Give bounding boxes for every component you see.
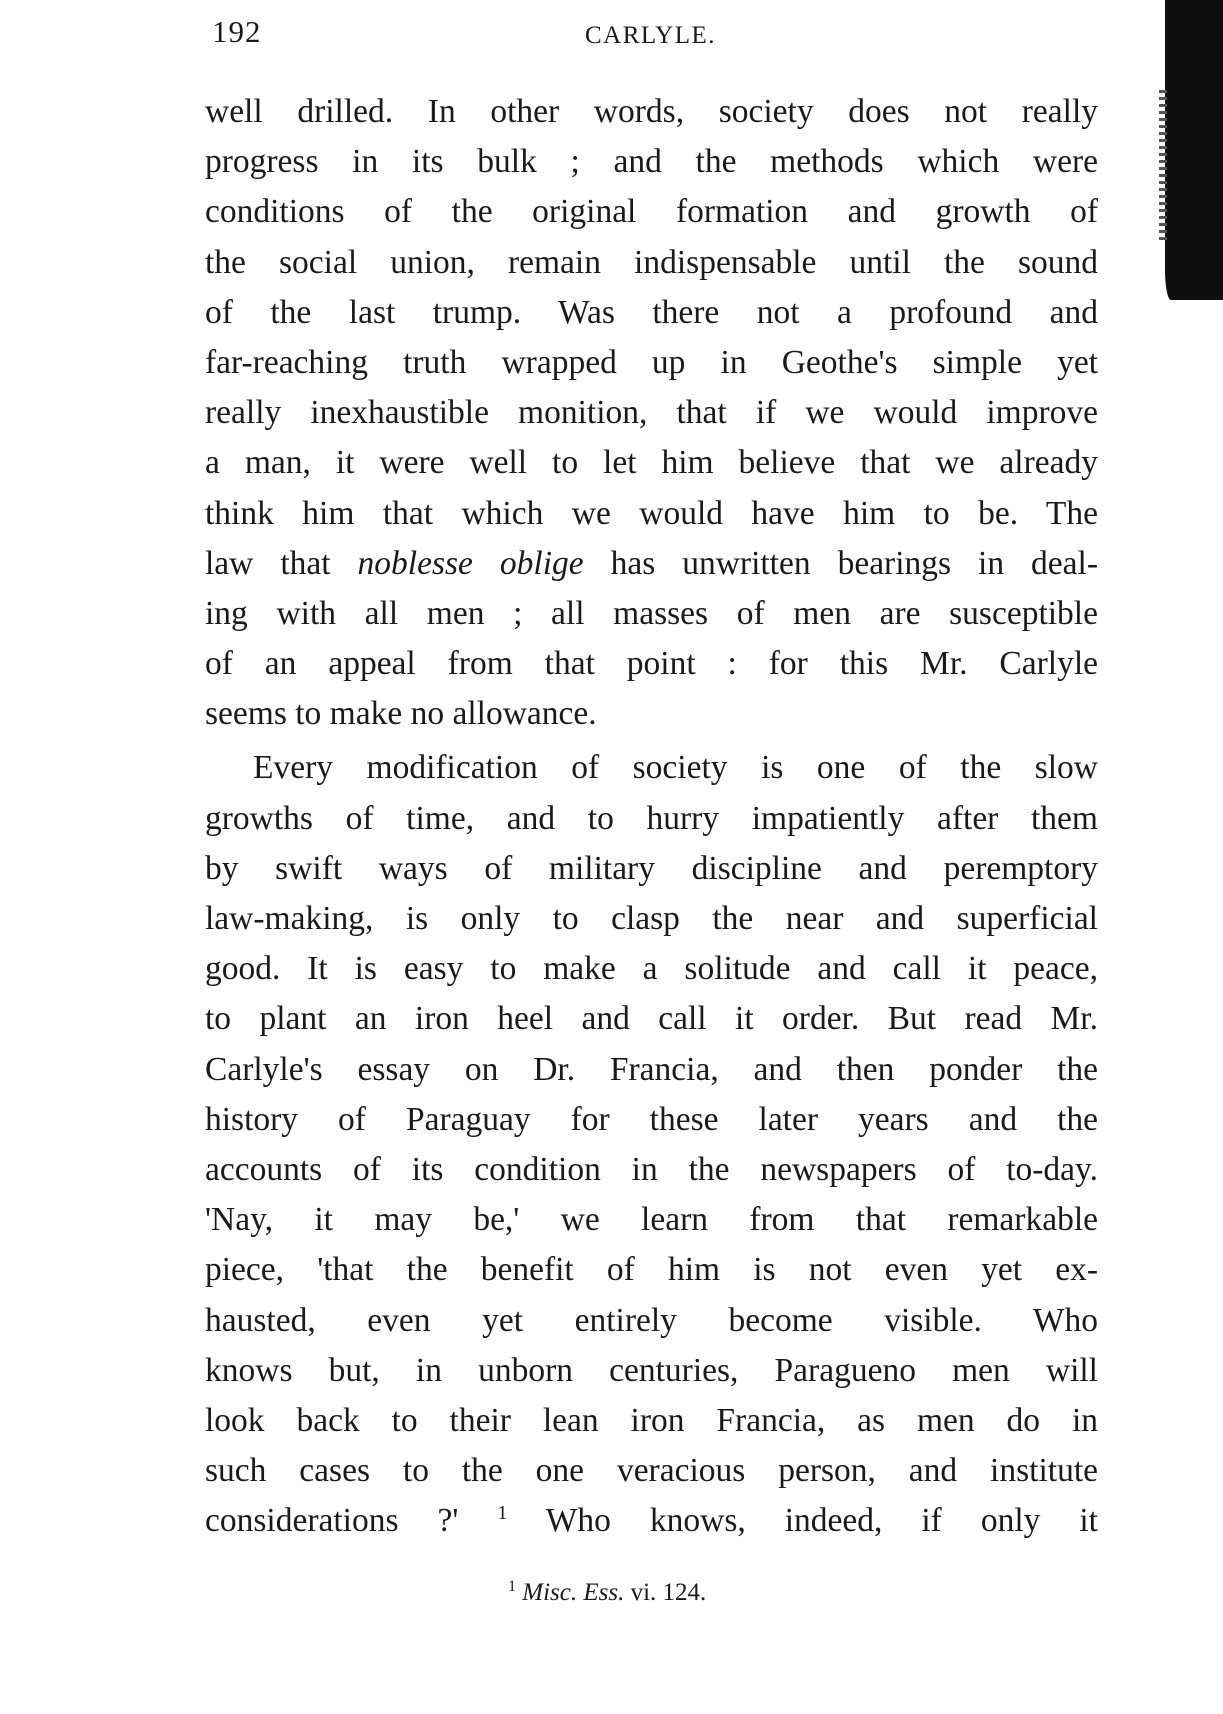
text-line: far-reaching truth wrapped up in Geothe's simple yet: [205, 343, 1098, 381]
text-line: to plant an iron heel and call it order. But read Mr.: [205, 1000, 1098, 1038]
footnote-italic: Misc. Ess.: [522, 1579, 625, 1606]
text-line: think him that which we would have him to be. The: [205, 494, 1098, 532]
paragraph-2: [205, 743, 1098, 1546]
text-line: such cases to the one veracious person, and institute: [205, 1452, 1098, 1490]
running-title: CARLYLE.: [585, 22, 717, 49]
text-line: 'Nay, it may be,' we learn from that remarkable: [205, 1201, 1098, 1239]
text-line: knows but, in unborn centuries, Paragueno men will: [205, 1351, 1098, 1389]
footnote-marker: 1: [508, 1578, 516, 1595]
body-text: [205, 87, 1098, 1546]
text-line: by swift ways of military discipline and peremptory: [205, 849, 1098, 887]
page-number: 192: [212, 14, 262, 49]
text-line: ing with all men ; all masses of men are susceptible: [205, 594, 1098, 632]
text-line: hausted, even yet entirely become visible. Who: [205, 1301, 1098, 1339]
text-run: law that: [205, 544, 358, 582]
text-line: seems to make no allowance.: [205, 695, 597, 733]
footnote-text: vi. 124.: [624, 1579, 707, 1606]
paragraph-1: [205, 87, 1098, 739]
text-line: a man, it were well to let him believe that we already: [205, 444, 1098, 482]
text-line: [205, 539, 1098, 589]
text-line: growths of time, and to hurry impatiently after them: [205, 799, 1098, 837]
text-line: Every modification of society is one of the slow: [253, 749, 1098, 787]
text-run: Who knows, indeed, if only it: [507, 1502, 1098, 1540]
text-line: of the last trump. Was there not a profound and: [205, 293, 1098, 331]
italic-phrase: noblesse oblige: [357, 544, 584, 582]
footnote-reference: 1: [497, 1502, 508, 1525]
text-line: really inexhaustible monition, that if we would improve: [205, 394, 1098, 432]
text-line: [205, 1496, 1098, 1546]
text-line: piece, 'that the benefit of him is not even yet ex-: [205, 1251, 1098, 1289]
text-line: well drilled. In other words, society does not really: [205, 93, 1098, 130]
text-line: the social union, remain indispensable until the sound: [205, 243, 1098, 281]
text-line: Carlyle's essay on Dr. Francia, and then ponder the: [205, 1050, 1098, 1088]
text-run: considerations ?': [205, 1502, 498, 1540]
scan-edge-shadow: [1165, 0, 1223, 300]
running-head: [212, 14, 1097, 58]
text-line: good. It is easy to make a solitude and call it peace,: [205, 950, 1098, 988]
footnote: [508, 1577, 706, 1609]
text-line: history of Paraguay for these later years and the: [205, 1100, 1098, 1138]
text-line: conditions of the original formation and growth of: [205, 193, 1098, 231]
text-line: progress in its bulk ; and the methods which were: [205, 143, 1098, 181]
text-line: look back to their lean iron Francia, as men do in: [205, 1401, 1098, 1439]
text-line: of an appeal from that point : for this Mr. Carlyle: [205, 645, 1098, 683]
text-line: law-making, is only to clasp the near and superficial: [205, 900, 1098, 937]
text-line: accounts of its condition in the newspapers of to-day.: [205, 1150, 1098, 1188]
text-run: has unwritten bearings in deal-: [583, 544, 1099, 582]
